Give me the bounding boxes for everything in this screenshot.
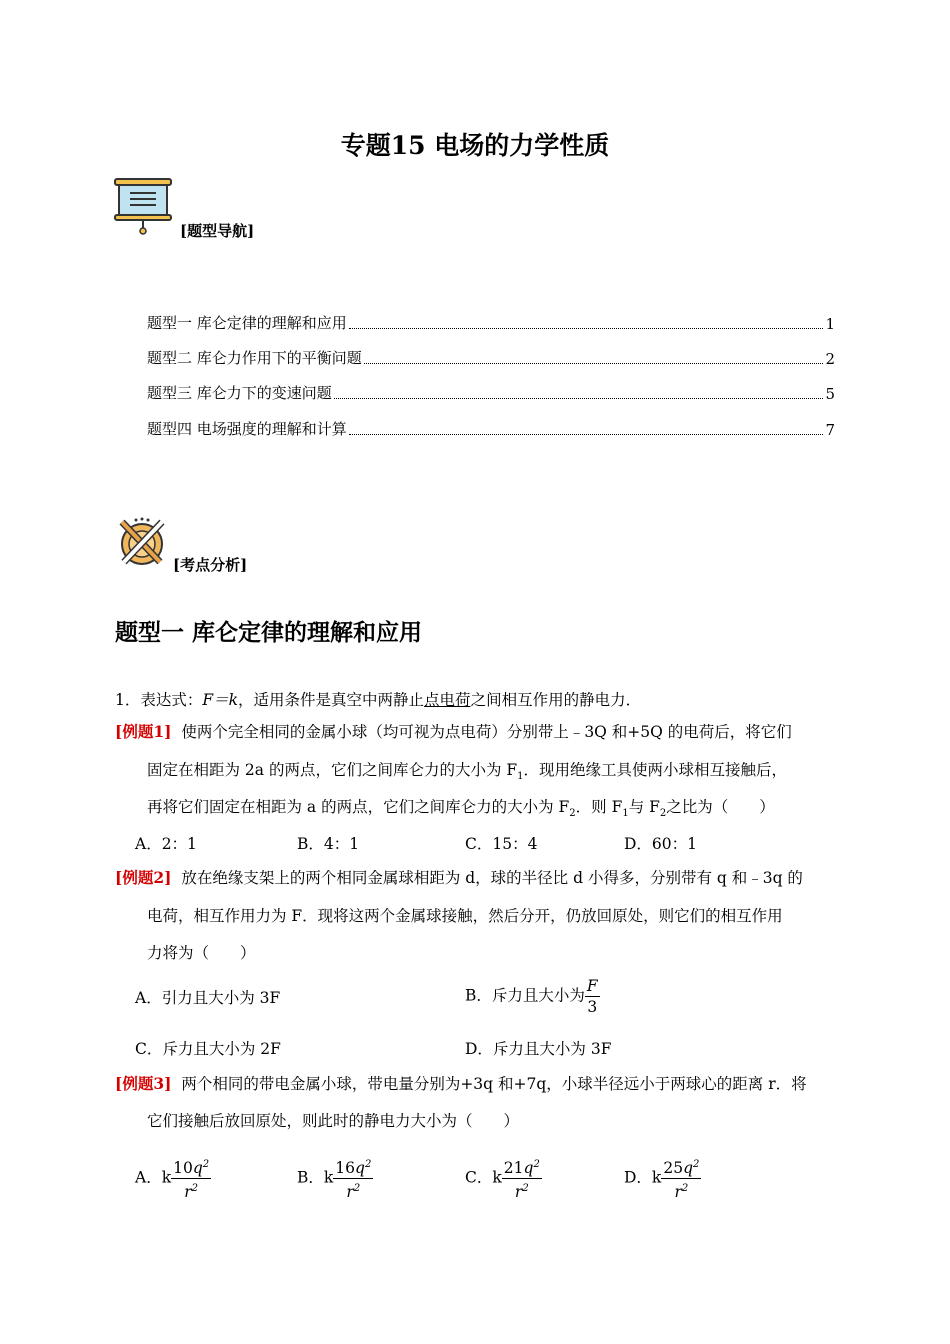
variable: q (192, 1159, 203, 1178)
fraction (333, 1155, 373, 1202)
exponent: 2 (522, 1183, 529, 1195)
toc-item[interactable] (147, 347, 835, 368)
presentation-board-icon (112, 177, 174, 239)
definition-suffix: 之间相互作用的静电力． (470, 691, 642, 709)
example-2-line-3: 力将为（ ） (147, 944, 256, 962)
answer-option[interactable]: A．2：1 (135, 835, 197, 853)
example-tag: [例题3] (115, 1074, 172, 1093)
example-text: 与 F (628, 798, 660, 816)
answer-option[interactable]: A．引力且大小为 3F (135, 989, 281, 1007)
example-1-line-2 (147, 760, 787, 787)
variable: r (514, 1183, 523, 1202)
exponent: 2 (191, 1183, 199, 1195)
toc-leader (349, 434, 824, 435)
section-heading: 题型一 库仑定律的理解和应用 (115, 619, 423, 646)
example-2-line-2: 电荷，相互作用力为 F．现将这两个金属球接触，然后分开，仍放回原处，则它们的相互作用 (147, 907, 783, 925)
example-tag: [例题2] (115, 868, 172, 887)
toc-item[interactable] (147, 382, 835, 403)
coefficient: 16 (335, 1159, 356, 1178)
variable: q (355, 1159, 365, 1178)
option-letter: B．k (297, 1168, 334, 1187)
subscript: 1 (517, 771, 524, 783)
option-letter: D．k (624, 1168, 662, 1187)
definition-prefix: 1．表达式： (115, 691, 203, 709)
toc-item[interactable] (147, 418, 835, 439)
answer-option[interactable] (135, 1155, 211, 1202)
crossed-pencils-icon (116, 516, 168, 572)
exponent: 2 (693, 1159, 700, 1170)
toc-item-label: 题型四 电场强度的理解和计算 (147, 420, 347, 438)
subscript: 2 (659, 808, 667, 820)
answer-option[interactable]: B．4：1 (297, 835, 360, 853)
option-letter: C．k (465, 1168, 502, 1187)
variable: q (523, 1159, 534, 1178)
answer-option[interactable]: D．斥力且大小为 3F (465, 1040, 612, 1058)
answer-option[interactable]: D．60：1 (624, 835, 698, 853)
example-text: 之比为（ ） (666, 798, 775, 816)
page-title: 专题15 电场的力学性质 (340, 131, 610, 160)
example-text: 再将它们固定在相距为 a 的两点，它们之间库仑力的大小为 F (147, 798, 570, 816)
answer-option[interactable] (624, 1155, 701, 1202)
answer-option[interactable] (465, 976, 600, 1017)
answer-option[interactable] (297, 1155, 373, 1202)
exponent: 2 (202, 1159, 210, 1170)
option-letter: A．k (135, 1168, 172, 1187)
toc-item-label: 题型三 库仑力下的变速问题 (147, 384, 332, 402)
subscript: 1 (622, 808, 629, 820)
example-text: 两个相同的带电金属小球，带电量分别为+3q 和+7q，小球半径远小于两球心的距离 r．将 (181, 1075, 807, 1093)
example-text: 使两个完全相同的金属小球（均可视为点电荷）分别带上﹣3Q 和+5Q 的电荷后，将它们 (181, 723, 792, 741)
toc-item-label: 题型一 库仑定律的理解和应用 (147, 314, 347, 332)
example-2-line-1 (115, 868, 803, 888)
example-3-line-2: 它们接触后放回原处，则此时的静电力大小为（ ） (147, 1112, 520, 1130)
answer-option[interactable] (465, 1155, 542, 1202)
coefficient: 25 (663, 1159, 684, 1178)
exponent: 2 (533, 1159, 540, 1170)
fraction (585, 976, 600, 1017)
toc-leader (364, 363, 824, 364)
definition-line (115, 690, 641, 710)
example-3-line-1 (115, 1074, 807, 1094)
exponent: 2 (353, 1183, 361, 1195)
definition-text: ，适用条件是真空中两静止 (238, 691, 425, 709)
example-1-line-1 (115, 722, 792, 742)
toc-leader (334, 398, 824, 399)
toc-leader (349, 328, 824, 329)
example-text: ．现用绝缘工具使两小球相互接触后， (523, 761, 788, 779)
variable: r (346, 1183, 354, 1202)
fraction (502, 1155, 542, 1202)
toc-item-page: 2 (825, 350, 835, 368)
exponent: 2 (364, 1159, 372, 1170)
toc-item-label: 题型二 库仑力作用下的平衡问题 (147, 349, 362, 367)
underlined-term: 点电荷 (424, 691, 471, 709)
example-text: 放在绝缘支架上的两个相同金属球相距为 d，球的半径比 d 小得多，分别带有 q 和﹣3q 的 (181, 869, 803, 887)
option-text: B．斥力且大小为 (465, 986, 585, 1005)
variable: r (184, 1183, 192, 1202)
answer-option[interactable]: C．斥力且大小为 2F (135, 1040, 281, 1058)
fraction-numerator: F (586, 977, 598, 995)
toc-item[interactable] (147, 312, 835, 333)
example-text: 固定在相距为 2a 的两点，它们之间库仑力的大小为 F (147, 761, 518, 779)
exponent: 2 (681, 1183, 689, 1195)
example-tag: [例题1] (115, 722, 172, 741)
toc-item-page: 7 (825, 421, 835, 439)
coefficient: 21 (503, 1159, 524, 1178)
toc-item-page: 5 (825, 385, 835, 403)
subscript: 2 (569, 808, 576, 820)
analysis-section-label: [考点分析] (173, 556, 248, 574)
coulomb-formula: F＝k (202, 691, 239, 709)
toc-item-page: 1 (825, 315, 835, 333)
fraction (171, 1155, 211, 1202)
answer-option[interactable]: C．15：4 (465, 835, 538, 853)
variable: q (683, 1159, 693, 1178)
variable: r (674, 1183, 682, 1202)
fraction (661, 1155, 701, 1202)
coefficient: 10 (173, 1159, 193, 1178)
example-1-line-3 (147, 797, 775, 824)
nav-section-label: [题型导航] (180, 222, 255, 240)
example-text: ．则 F (575, 798, 623, 816)
fraction-denominator: 3 (587, 998, 598, 1016)
